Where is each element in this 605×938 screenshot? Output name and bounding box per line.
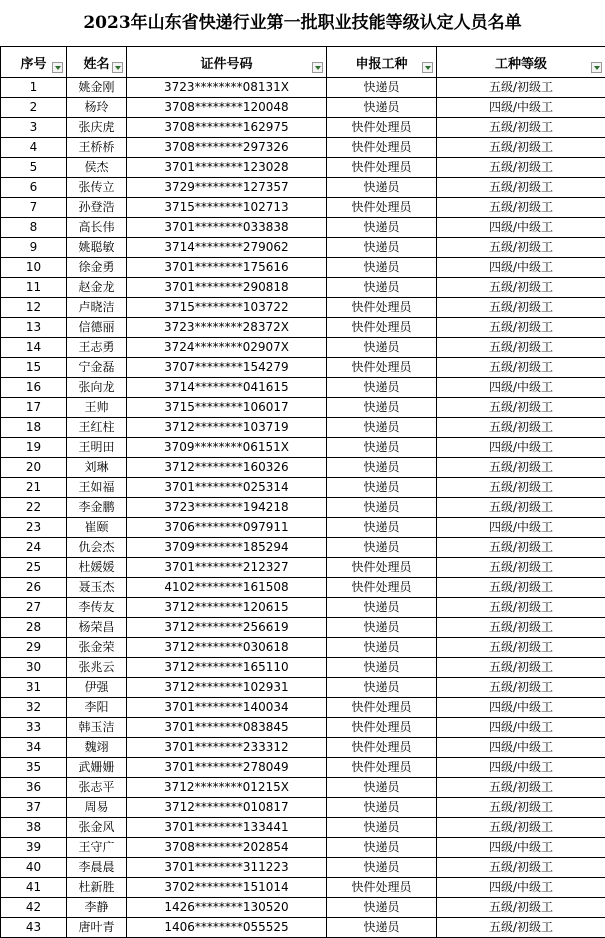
cell-job-type[interactable]: 快递员: [327, 918, 437, 938]
cell-job-type[interactable]: 快递员: [327, 438, 437, 458]
table-body: [1, 78, 605, 938]
cell-job-type[interactable]: 快件处理员: [327, 138, 437, 158]
cell-index[interactable]: 10: [1, 258, 67, 278]
table-row: [1, 158, 605, 178]
cell-job-type[interactable]: 快递员: [327, 618, 437, 638]
column-header-label: 申报工种: [355, 53, 407, 72]
cell-id-number[interactable]: 3712********103719: [127, 418, 327, 438]
cell-index[interactable]: 41: [1, 878, 67, 898]
cell-job-level[interactable]: 五级/初级工: [437, 578, 605, 598]
cell-id-number[interactable]: 4102********161508: [127, 578, 327, 598]
cell-name[interactable]: 武姗姗: [67, 758, 127, 778]
cell-index[interactable]: 24: [1, 538, 67, 558]
filter-dropdown-icon[interactable]: [312, 62, 323, 73]
cell-job-type[interactable]: 快件处理员: [327, 198, 437, 218]
table-row: [1, 438, 605, 458]
cell-job-type[interactable]: 快件处理员: [327, 698, 437, 718]
filter-dropdown-icon[interactable]: [422, 62, 433, 73]
cell-job-type[interactable]: 快件处理员: [327, 718, 437, 738]
cell-job-type[interactable]: 快件处理员: [327, 558, 437, 578]
cell-job-level[interactable]: 五级/初级工: [437, 458, 605, 478]
cell-id-number[interactable]: 3701********278049: [127, 758, 327, 778]
table-row: [1, 518, 605, 538]
cell-index[interactable]: 35: [1, 758, 67, 778]
cell-job-type[interactable]: 快递员: [327, 478, 437, 498]
cell-name[interactable]: 刘琳: [67, 458, 127, 478]
cell-index[interactable]: 40: [1, 858, 67, 878]
cell-id-number[interactable]: 3708********297326: [127, 138, 327, 158]
cell-job-type[interactable]: 快递员: [327, 338, 437, 358]
table-row: [1, 358, 605, 378]
column-header-label: 序号: [20, 53, 46, 72]
cell-job-level[interactable]: 五级/初级工: [437, 338, 605, 358]
cell-job-level[interactable]: 五级/初级工: [437, 858, 605, 878]
cell-name[interactable]: 李静: [67, 898, 127, 918]
cell-job-type[interactable]: 快递员: [327, 458, 437, 478]
cell-index[interactable]: 2: [1, 98, 67, 118]
column-header-index: [1, 47, 67, 78]
cell-job-level[interactable]: 五级/初级工: [437, 78, 605, 98]
cell-id-number[interactable]: 3715********103722: [127, 298, 327, 318]
cell-job-type[interactable]: 快递员: [327, 78, 437, 98]
cell-job-level[interactable]: 五级/初级工: [437, 498, 605, 518]
cell-index[interactable]: 13: [1, 318, 67, 338]
cell-id-number[interactable]: 3712********030618: [127, 638, 327, 658]
cell-id-number[interactable]: 3724********02907X: [127, 338, 327, 358]
cell-name[interactable]: 魏翊: [67, 738, 127, 758]
cell-name[interactable]: 张传立: [67, 178, 127, 198]
cell-name[interactable]: 王明田: [67, 438, 127, 458]
cell-job-type[interactable]: 快递员: [327, 858, 437, 878]
cell-id-number[interactable]: 3712********010817: [127, 798, 327, 818]
table-row: [1, 898, 605, 918]
cell-job-level[interactable]: 五级/初级工: [437, 598, 605, 618]
cell-name[interactable]: 王如福: [67, 478, 127, 498]
table-row: [1, 258, 605, 278]
cell-job-level[interactable]: 四级/中级工: [437, 698, 605, 718]
cell-id-number[interactable]: 3708********120048: [127, 98, 327, 118]
cell-index[interactable]: 37: [1, 798, 67, 818]
cell-name[interactable]: 杜新胜: [67, 878, 127, 898]
cell-id-number[interactable]: 3701********133441: [127, 818, 327, 838]
cell-id-number[interactable]: 3701********025314: [127, 478, 327, 498]
cell-name[interactable]: 王红柱: [67, 418, 127, 438]
table-row: [1, 98, 605, 118]
cell-name[interactable]: 伊强: [67, 678, 127, 698]
cell-job-level[interactable]: 四级/中级工: [437, 738, 605, 758]
cell-job-level[interactable]: 五级/初级工: [437, 278, 605, 298]
cell-job-type[interactable]: 快递员: [327, 838, 437, 858]
cell-job-level[interactable]: 五级/初级工: [437, 778, 605, 798]
roster-table: [0, 46, 605, 938]
table-row: [1, 618, 605, 638]
cell-job-type[interactable]: 快递员: [327, 218, 437, 238]
cell-job-level[interactable]: 四级/中级工: [437, 378, 605, 398]
cell-name[interactable]: 唐叶青: [67, 918, 127, 938]
table-row: [1, 878, 605, 898]
table-row: [1, 698, 605, 718]
cell-job-type[interactable]: 快递员: [327, 518, 437, 538]
cell-id-number[interactable]: 3714********041615: [127, 378, 327, 398]
cell-index[interactable]: 34: [1, 738, 67, 758]
cell-name[interactable]: 徐金勇: [67, 258, 127, 278]
table-row: [1, 78, 605, 98]
cell-job-level[interactable]: 四级/中级工: [437, 518, 605, 538]
cell-id-number[interactable]: 3706********097911: [127, 518, 327, 538]
cell-id-number[interactable]: 3723********194218: [127, 498, 327, 518]
cell-job-level[interactable]: 四级/中级工: [437, 878, 605, 898]
cell-name[interactable]: 李金鹏: [67, 498, 127, 518]
cell-name[interactable]: 卢晓洁: [67, 298, 127, 318]
cell-id-number[interactable]: 3712********120615: [127, 598, 327, 618]
cell-job-type[interactable]: 快递员: [327, 418, 437, 438]
cell-job-level[interactable]: 五级/初级工: [437, 418, 605, 438]
cell-job-type[interactable]: 快递员: [327, 778, 437, 798]
cell-index[interactable]: 23: [1, 518, 67, 538]
cell-name[interactable]: 赵金龙: [67, 278, 127, 298]
column-header-name: [67, 47, 127, 78]
table-row: [1, 658, 605, 678]
cell-id-number[interactable]: 3708********162975: [127, 118, 327, 138]
cell-job-level[interactable]: 五级/初级工: [437, 158, 605, 178]
cell-name[interactable]: 王守广: [67, 838, 127, 858]
cell-id-number[interactable]: 3701********140034: [127, 698, 327, 718]
cell-id-number[interactable]: 3702********151014: [127, 878, 327, 898]
cell-index[interactable]: 16: [1, 378, 67, 398]
cell-name[interactable]: 张金风: [67, 818, 127, 838]
table-row: [1, 338, 605, 358]
cell-job-type[interactable]: 快件处理员: [327, 298, 437, 318]
table-row: [1, 178, 605, 198]
table-row: [1, 858, 605, 878]
cell-index[interactable]: 21: [1, 478, 67, 498]
cell-id-number[interactable]: 3712********256619: [127, 618, 327, 638]
cell-job-level[interactable]: 五级/初级工: [437, 638, 605, 658]
page-title: 2023年山东省快递行业第一批职业技能等级认定人员名单: [0, 0, 605, 46]
table-row: [1, 458, 605, 478]
table-row: [1, 538, 605, 558]
cell-index[interactable]: 9: [1, 238, 67, 258]
cell-job-level[interactable]: 五级/初级工: [437, 198, 605, 218]
cell-index[interactable]: 4: [1, 138, 67, 158]
cell-job-type[interactable]: 快件处理员: [327, 318, 437, 338]
cell-job-type[interactable]: 快件处理员: [327, 758, 437, 778]
cell-name[interactable]: 杜媛媛: [67, 558, 127, 578]
cell-id-number[interactable]: 1426********130520: [127, 898, 327, 918]
cell-job-type[interactable]: 快件处理员: [327, 738, 437, 758]
cell-job-type[interactable]: 快递员: [327, 658, 437, 678]
cell-id-number[interactable]: 3701********033838: [127, 218, 327, 238]
cell-job-level[interactable]: 四级/中级工: [437, 98, 605, 118]
cell-index[interactable]: 7: [1, 198, 67, 218]
cell-index[interactable]: 30: [1, 658, 67, 678]
table-row: [1, 578, 605, 598]
table-row: [1, 278, 605, 298]
cell-id-number[interactable]: 3712********102931: [127, 678, 327, 698]
cell-job-type[interactable]: 快递员: [327, 398, 437, 418]
filter-dropdown-icon[interactable]: [52, 62, 63, 73]
cell-id-number[interactable]: 3707********154279: [127, 358, 327, 378]
cell-index[interactable]: 26: [1, 578, 67, 598]
cell-job-type[interactable]: 快件处理员: [327, 578, 437, 598]
cell-id-number[interactable]: 3723********08131X: [127, 78, 327, 98]
cell-job-type[interactable]: 快递员: [327, 378, 437, 398]
cell-id-number[interactable]: 3715********106017: [127, 398, 327, 418]
cell-index[interactable]: 43: [1, 918, 67, 938]
cell-index[interactable]: 28: [1, 618, 67, 638]
cell-index[interactable]: 5: [1, 158, 67, 178]
cell-id-number[interactable]: 3714********279062: [127, 238, 327, 258]
cell-job-level[interactable]: 五级/初级工: [437, 658, 605, 678]
cell-name[interactable]: 张志平: [67, 778, 127, 798]
cell-id-number[interactable]: 3712********01215X: [127, 778, 327, 798]
table-row: [1, 498, 605, 518]
cell-job-type[interactable]: 快递员: [327, 98, 437, 118]
cell-job-type[interactable]: 快递员: [327, 798, 437, 818]
cell-name[interactable]: 李阳: [67, 698, 127, 718]
cell-name[interactable]: 姚聪敏: [67, 238, 127, 258]
table-row: [1, 218, 605, 238]
cell-name[interactable]: 孙登浩: [67, 198, 127, 218]
table-row: [1, 678, 605, 698]
cell-job-type[interactable]: 快递员: [327, 258, 437, 278]
cell-name[interactable]: 李传友: [67, 598, 127, 618]
cell-id-number[interactable]: 3712********165110: [127, 658, 327, 678]
cell-name[interactable]: 高长伟: [67, 218, 127, 238]
cell-name[interactable]: 李晨晨: [67, 858, 127, 878]
cell-job-type[interactable]: 快递员: [327, 278, 437, 298]
cell-id-number[interactable]: 3701********175616: [127, 258, 327, 278]
cell-job-level[interactable]: 五级/初级工: [437, 618, 605, 638]
cell-index[interactable]: 1: [1, 78, 67, 98]
cell-index[interactable]: 39: [1, 838, 67, 858]
cell-job-level[interactable]: 五级/初级工: [437, 358, 605, 378]
cell-job-level[interactable]: 五级/初级工: [437, 398, 605, 418]
cell-job-level[interactable]: 五级/初级工: [437, 898, 605, 918]
table-row: [1, 318, 605, 338]
cell-job-level[interactable]: 五级/初级工: [437, 678, 605, 698]
cell-name[interactable]: 崔颐: [67, 518, 127, 538]
cell-job-level[interactable]: 五级/初级工: [437, 478, 605, 498]
cell-job-type[interactable]: 快件处理员: [327, 158, 437, 178]
cell-job-level[interactable]: 四级/中级工: [437, 218, 605, 238]
cell-job-level[interactable]: 五级/初级工: [437, 178, 605, 198]
column-header-label: 证件号码: [200, 53, 252, 72]
cell-job-level[interactable]: 四级/中级工: [437, 438, 605, 458]
cell-name[interactable]: 王桥桥: [67, 138, 127, 158]
cell-job-level[interactable]: 五级/初级工: [437, 558, 605, 578]
column-header-job-type: [327, 47, 437, 78]
cell-name[interactable]: 王帅: [67, 398, 127, 418]
cell-name[interactable]: 张金荣: [67, 638, 127, 658]
cell-job-level[interactable]: 五级/初级工: [437, 818, 605, 838]
table-row: [1, 118, 605, 138]
cell-id-number[interactable]: 3701********290818: [127, 278, 327, 298]
cell-name[interactable]: 韩玉洁: [67, 718, 127, 738]
cell-index[interactable]: 19: [1, 438, 67, 458]
cell-job-type[interactable]: 快递员: [327, 178, 437, 198]
table-row: [1, 818, 605, 838]
cell-job-type[interactable]: 快递员: [327, 678, 437, 698]
cell-job-level[interactable]: 五级/初级工: [437, 298, 605, 318]
cell-job-level[interactable]: 四级/中级工: [437, 838, 605, 858]
cell-name[interactable]: 王志勇: [67, 338, 127, 358]
cell-job-level[interactable]: 五级/初级工: [437, 798, 605, 818]
cell-job-level[interactable]: 五级/初级工: [437, 118, 605, 138]
cell-job-type[interactable]: 快件处理员: [327, 358, 437, 378]
table-row: [1, 298, 605, 318]
cell-id-number[interactable]: 3712********160326: [127, 458, 327, 478]
table-row: [1, 198, 605, 218]
cell-id-number[interactable]: 3715********102713: [127, 198, 327, 218]
table-row: [1, 138, 605, 158]
cell-index[interactable]: 18: [1, 418, 67, 438]
table-row: [1, 918, 605, 938]
cell-name[interactable]: 周易: [67, 798, 127, 818]
cell-index[interactable]: 36: [1, 778, 67, 798]
cell-index[interactable]: 15: [1, 358, 67, 378]
cell-job-type[interactable]: 快递员: [327, 818, 437, 838]
cell-id-number[interactable]: 3701********083845: [127, 718, 327, 738]
cell-id-number[interactable]: 3729********127357: [127, 178, 327, 198]
table-row: [1, 838, 605, 858]
cell-name[interactable]: 张庆虎: [67, 118, 127, 138]
table-row: [1, 798, 605, 818]
column-header-job-level: [437, 47, 605, 78]
cell-job-type[interactable]: 快件处理员: [327, 118, 437, 138]
table-row: [1, 418, 605, 438]
cell-job-type[interactable]: 快递员: [327, 898, 437, 918]
table-row: [1, 718, 605, 738]
column-header-label: 姓名: [83, 53, 109, 72]
cell-job-level[interactable]: 四级/中级工: [437, 718, 605, 738]
cell-job-level[interactable]: 五级/初级工: [437, 918, 605, 938]
cell-job-type[interactable]: 快递员: [327, 638, 437, 658]
table-row: [1, 398, 605, 418]
cell-index[interactable]: 11: [1, 278, 67, 298]
cell-index[interactable]: 42: [1, 898, 67, 918]
cell-id-number[interactable]: 3701********212327: [127, 558, 327, 578]
cell-job-type[interactable]: 快递员: [327, 598, 437, 618]
cell-id-number[interactable]: 3709********06151X: [127, 438, 327, 458]
column-header-label: 工种等级: [495, 53, 547, 72]
cell-index[interactable]: 20: [1, 458, 67, 478]
cell-index[interactable]: 17: [1, 398, 67, 418]
cell-index[interactable]: 31: [1, 678, 67, 698]
cell-job-level[interactable]: 五级/初级工: [437, 538, 605, 558]
header-row: [1, 47, 605, 78]
filter-dropdown-icon[interactable]: [112, 62, 123, 73]
cell-job-level[interactable]: 五级/初级工: [437, 138, 605, 158]
cell-index[interactable]: 32: [1, 698, 67, 718]
cell-index[interactable]: 14: [1, 338, 67, 358]
cell-id-number[interactable]: 1406********055525: [127, 918, 327, 938]
table-row: [1, 558, 605, 578]
cell-name[interactable]: 杨荣昌: [67, 618, 127, 638]
table-row: [1, 638, 605, 658]
cell-job-level[interactable]: 四级/中级工: [437, 258, 605, 278]
table-row: [1, 238, 605, 258]
cell-name[interactable]: 聂玉杰: [67, 578, 127, 598]
cell-id-number[interactable]: 3709********185294: [127, 538, 327, 558]
cell-id-number[interactable]: 3723********28372X: [127, 318, 327, 338]
cell-id-number[interactable]: 3701********123028: [127, 158, 327, 178]
cell-index[interactable]: 29: [1, 638, 67, 658]
table-row: [1, 758, 605, 778]
cell-name[interactable]: 张向龙: [67, 378, 127, 398]
cell-name[interactable]: 仇会杰: [67, 538, 127, 558]
cell-id-number[interactable]: 3708********202854: [127, 838, 327, 858]
table-row: [1, 778, 605, 798]
column-header-id-number: [127, 47, 327, 78]
cell-name[interactable]: 杨玲: [67, 98, 127, 118]
cell-index[interactable]: 3: [1, 118, 67, 138]
cell-id-number[interactable]: 3701********233312: [127, 738, 327, 758]
cell-index[interactable]: 33: [1, 718, 67, 738]
cell-index[interactable]: 6: [1, 178, 67, 198]
cell-job-type[interactable]: 快递员: [327, 498, 437, 518]
cell-id-number[interactable]: 3701********311223: [127, 858, 327, 878]
cell-index[interactable]: 38: [1, 818, 67, 838]
cell-name[interactable]: 张兆云: [67, 658, 127, 678]
filter-dropdown-icon[interactable]: [591, 62, 602, 73]
table-row: [1, 598, 605, 618]
cell-name[interactable]: 姚金刚: [67, 78, 127, 98]
cell-index[interactable]: 8: [1, 218, 67, 238]
cell-name[interactable]: 侯杰: [67, 158, 127, 178]
cell-name[interactable]: 信德丽: [67, 318, 127, 338]
cell-job-level[interactable]: 五级/初级工: [437, 238, 605, 258]
table-row: [1, 738, 605, 758]
cell-name[interactable]: 宁金磊: [67, 358, 127, 378]
cell-job-level[interactable]: 五级/初级工: [437, 318, 605, 338]
cell-index[interactable]: 27: [1, 598, 67, 618]
cell-index[interactable]: 25: [1, 558, 67, 578]
cell-job-level[interactable]: 四级/中级工: [437, 758, 605, 778]
cell-index[interactable]: 12: [1, 298, 67, 318]
cell-job-type[interactable]: 快递员: [327, 538, 437, 558]
table-row: [1, 378, 605, 398]
cell-job-type[interactable]: 快递员: [327, 238, 437, 258]
cell-index[interactable]: 22: [1, 498, 67, 518]
cell-job-type[interactable]: 快件处理员: [327, 878, 437, 898]
table-row: [1, 478, 605, 498]
